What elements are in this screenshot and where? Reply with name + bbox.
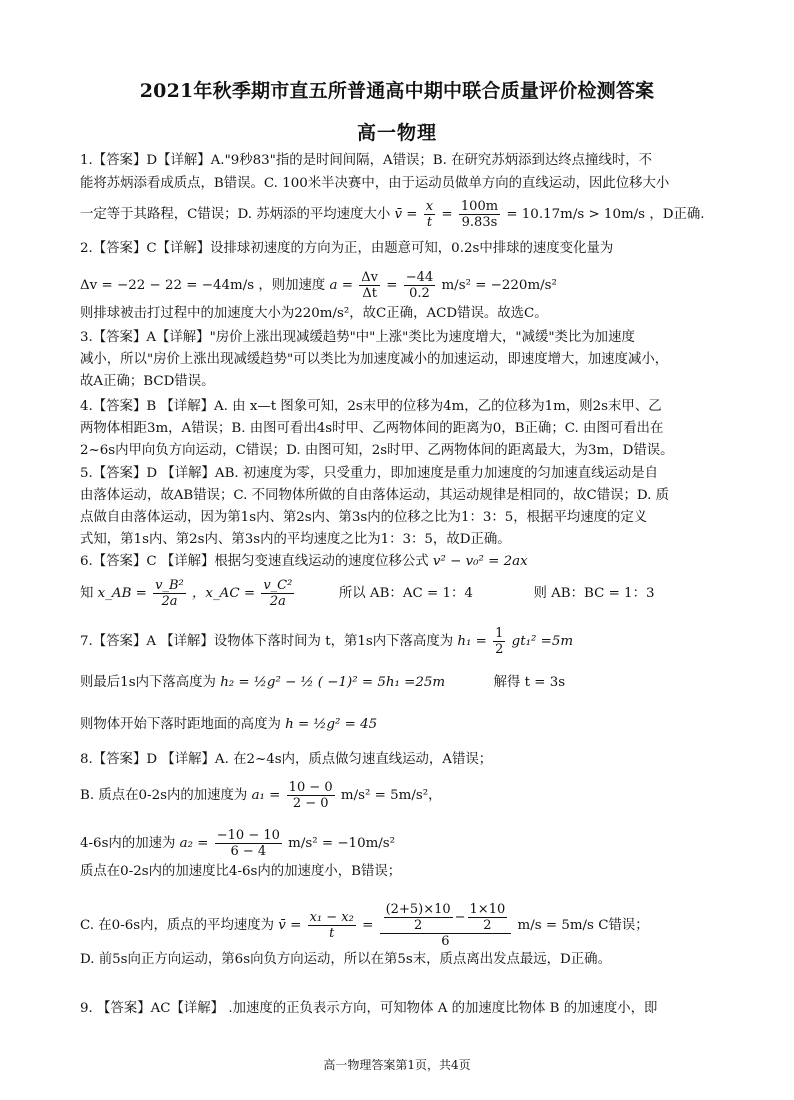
q6-fraction-vc: $\frac{\text{v\_C²}}{2a}$ [263,578,293,609]
q1-text: 一定等于其路程，C错误；D. 苏炳添的平均速度大小 [80,207,391,222]
q1-fraction-values: $\frac{100m}{9.83s}$ [460,199,499,230]
q6-line-1: 6.【答案】C 【详解】根据匀变速直线运动的速度位移公式 v² − v₀² = 2ax [80,554,528,569]
q7-line-2: 则最后1s内下落高度为 h₂ = ½g² − ½ ( −1)² = 5h₁ =25m 解得 t = 3s [80,675,566,690]
q6-formula: v² − v₀² = 2ax [432,554,528,569]
q8-line-6: D. 前5s向正方向运动，第6s向负方向运动，所以在第5s末，质点离出发点最远，D正确。 [80,952,611,967]
document-subtitle: 高一物理 [356,122,437,144]
q4-line-1: 4.【答案】B 【详解】A. 由 x—t 图象可知，2s末甲的位移为4m，乙的位移为1m，则2s末甲、乙 [80,399,662,414]
q3-line-2: 减小，所以"房价上涨出现减缓趋势"可以类比为加速度减小的加速运动，即速度增大，加速度减小， [80,352,669,367]
q7-line-1: 7.【答案】A 【详解】设物体下落时间为 t，第1s内下落高度为 h₁ = $\frac{1}{2}$ gt₁² =5m [80,626,574,657]
q8-fraction-compound: $\frac{(2+5)\times 10}{2}$ − $\frac{1\times 10}{2}$ 6 [380,902,512,949]
q6-ratio-1: 所以 AB：AC = 1：4 [338,586,473,601]
q5-line-4: 式知，第1s内、第2s内、第3s内的平均速度之比为1：3：5，故D正确。 [80,532,511,547]
q1-fraction-x-over-t: $\frac{x}{t}$ [425,199,434,230]
q2-fraction-dv-dt: $\frac{\Delta v}{\Delta t}$ [361,270,379,301]
q8-fraction-a2: $\frac{-10 - 10}{6 - 4}$ [216,828,280,859]
q6-line-2: 知 x_AB = $\frac{\text{v\_B²}}{2a}$ ，x_AC = $\frac{\text{v\_C²}}{2a}$ 所以 AB：AC = 1：4 则 AB：BC = 1：3 [80,578,655,609]
q5-line-3: 点做自由落体运动，因为第1s内、第2s内、第3s内的位移之比为1：3：5，根据平均速度的定义 [80,510,648,525]
q7-line-3: 则物体开始下落时距地面的高度为 h = ½g² = 45 [80,717,378,732]
page-footer: 高一物理答案第1页，共4页 [323,1058,471,1072]
q8-line-1: 8.【答案】D 【详解】A. 在2~4s内，质点做匀速直线运动，A错误； [80,752,493,767]
q1-vbar: v̄ = [394,207,418,222]
q2-line-1: 2.【答案】C【详解】设排球初速度的方向为正，由题意可知，0.2s中排球的速度变化量为 [80,241,614,256]
q8-line-3: 4-6s内的加速为 a₂ = $\frac{-10 - 10}{6 - 4}$ m/s² = −10m/s² [80,828,396,859]
q3-line-3: 故A正确；BCD错误。 [80,374,215,389]
q6-ratio-2: 则 AB：BC = 1：3 [533,586,655,601]
q8-line-4: 质点在0-2s内的加速度比4-6s内的加速度小，B错误； [80,864,402,879]
document-title: 2021年秋季期市直五所普通高中期中联合质量评价检测答案 [139,80,655,102]
q2-line-3: 则排球被击打过程中的加速度大小为220m/s²，故C正确，ACD错误。故选C。 [80,306,548,321]
q1-line-1: 1.【答案】D【详解】A."9秒83"指的是时间间隔，A错误；B. 在研究苏炳添到达终点撞线时，不 [80,153,653,168]
q8-line-5: C. 在0-6s内，质点的平均速度为 v̄ = $\frac{\text{x₁ − x₂}}{t}$ = $\frac{(2+5)\times 10}{2}$ − $\frac{1\times 10}{2}$ 6 m/s = 5m/s C错误； [80,902,649,949]
q4-line-2: 两物体相距3m，A错误；B. 由图可看出4s时甲、乙两物体间的距离为0，B正确；C. 由图可看出在 [80,421,664,436]
q7-result: 解得 t = 3s [493,675,566,690]
q6-fraction-vb: $\frac{\text{v\_B²}}{2a}$ [155,578,184,609]
q1-line-3: 一定等于其路程，C错误；D. 苏炳添的平均速度大小 v̄ = $\frac{x}{t}$ = $\frac{100m}{9.83s}$ = 10.17m/s > 10m/s ，D正确. [80,199,705,230]
q3-line-1: 3.【答案】A【详解】"房价上涨出现减缓趋势"中"上涨"类比为速度增大，"减缓"类比为加速度 [80,330,635,345]
q1-result: = 10.17m/s > 10m/s ，D正确. [506,207,705,222]
q8-fraction-displacement: $\frac{\text{x₁ − x₂}}{t}$ [309,910,354,941]
q9-line-1: 9. 【答案】AC【详解】 .加速度的正负表示方向，可知物体 A 的加速度比物体 B 的加速度小，即 [80,1001,658,1016]
q5-line-1: 5.【答案】D 【详解】AB. 初速度为零，只受重力，即加速度是重力加速度的匀加速直线运动是自 [80,466,659,481]
q2-line-2: Δv = −22 − 22 = −44m/s ，则加速度 a = $\frac{\Delta v}{\Delta t}$ = $\frac{-44}{0.2}$ m/s² = −220m/s² [80,270,557,301]
q5-line-2: 由落体运动，故AB错误；C. 不同物体所做的自由落体运动，其运动规律是相同的，故C错误；D. 质 [80,488,670,503]
q8-line-2: B. 质点在0-2s内的加速度为 a₁ = $\frac{10 - 0}{2 - 0}$ m/s² = 5m/s²， [80,780,442,811]
q4-line-3: 2~6s内甲向负方向运动，C错误；D. 由图可知，2s时甲、乙两物体间的距离最大，为3m，D错误。 [80,443,674,458]
q1-line-2: 能将苏炳添看成质点，B错误。C. 100米半决赛中，由于运动员做单方向的直线运动，因此位移大小 [80,176,670,191]
q8-fraction-a1: $\frac{10 - 0}{2 - 0}$ [288,780,333,811]
q2-fraction-values: $\frac{-44}{0.2}$ [405,270,434,301]
q7-fraction-half: $\frac{1}{2}$ [495,626,504,657]
